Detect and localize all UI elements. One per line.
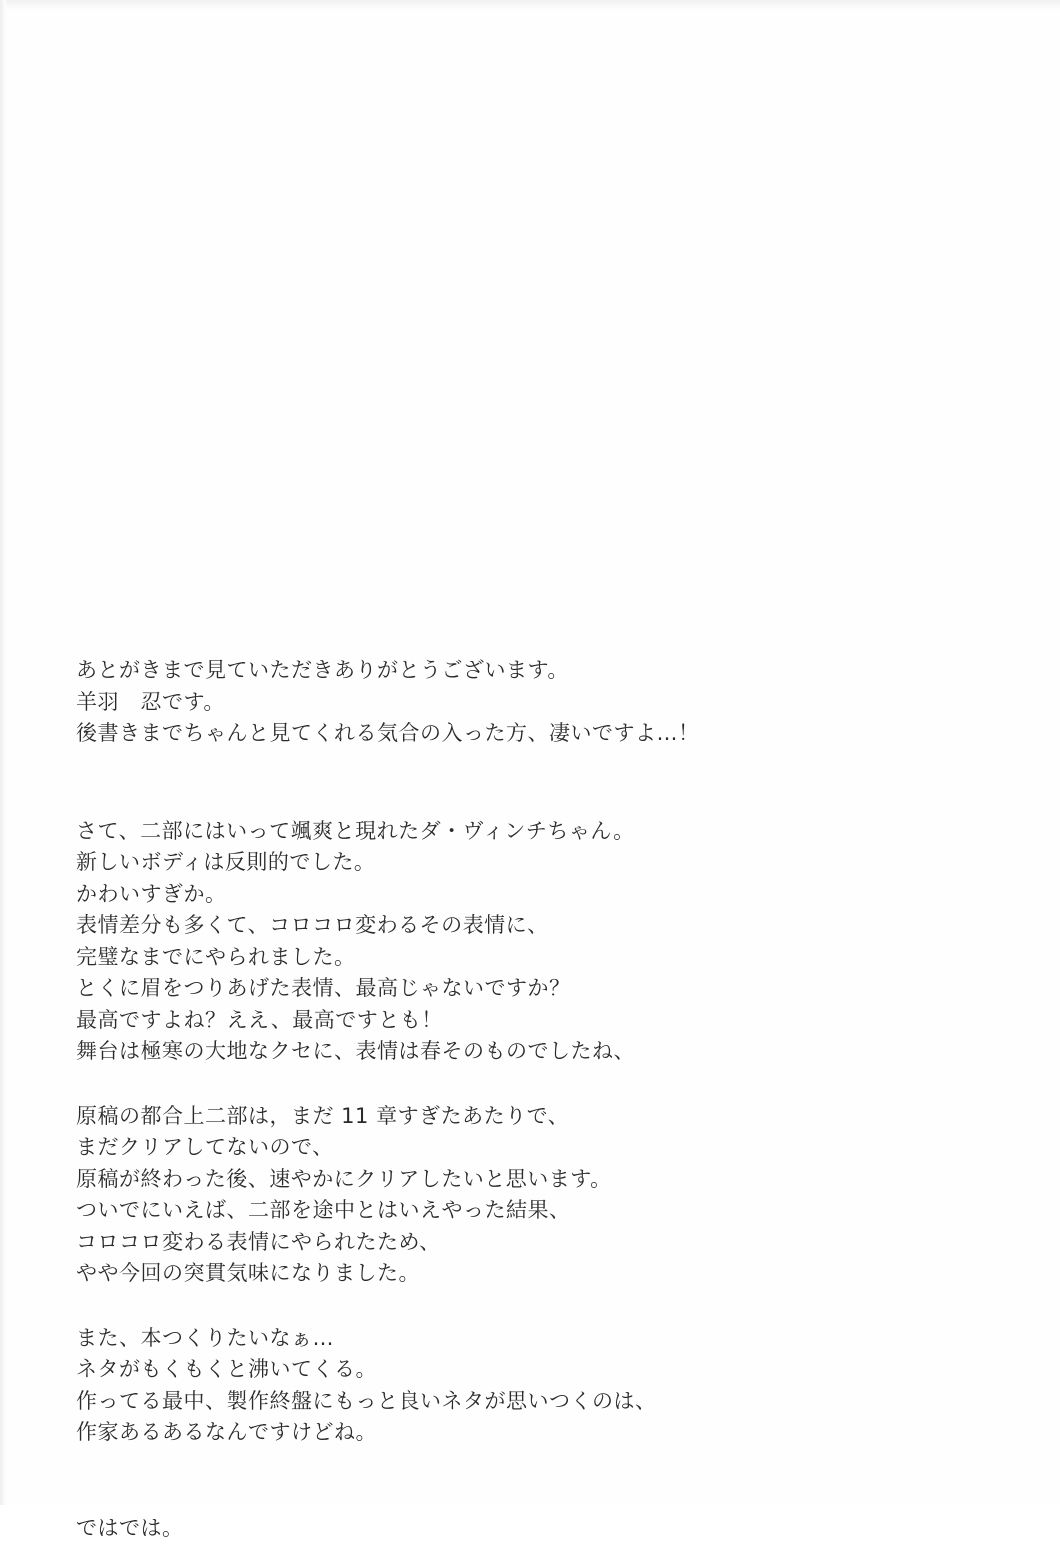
paragraph-closing — [76, 1513, 1016, 1544]
text-line: やや今回の突貫気味になりました。 — [76, 1258, 1016, 1290]
text-line: 原稿の都合上二部は，まだ 11 章すぎたあたりで、 — [76, 1101, 1016, 1133]
text-line: 新しいボディは反則的でした。 — [76, 847, 1016, 879]
paragraph-manuscript — [76, 1101, 1016, 1290]
text-line: また、本つくりたいなぁ… — [76, 1323, 1016, 1355]
closing-line: ではでは。 — [76, 1513, 1016, 1544]
text-line: さて、二部にはいって颯爽と現れたダ・ヴィンチちゃん。 — [76, 816, 1016, 848]
text-line: 舞台は極寒の大地なクセに、表情は春そのものでしたね、 — [76, 1036, 1016, 1068]
text-line: 後書きまでちゃんと見てくれる気合の入った方、凄いですよ…！ — [76, 718, 1016, 750]
text-line: 表情差分も多くて、コロコロ変わるその表情に、 — [76, 910, 1016, 942]
text-line: ついでにいえば、二部を途中とはいえやった結果、 — [76, 1195, 1016, 1227]
text-line: 最高ですよね？ええ、最高ですとも！ — [76, 1005, 1016, 1037]
text-line: 原稿が終わった後、速やかにクリアしたいと思います。 — [76, 1164, 1016, 1196]
text-line: コロコロ変わる表情にやられたため、 — [76, 1227, 1016, 1259]
text-line: とくに眉をつりあげた表情、最高じゃないですか？ — [76, 973, 1016, 1005]
paragraph-ideas — [76, 1323, 1016, 1449]
scan-edge-left — [0, 0, 6, 1505]
paragraph-greeting — [76, 655, 1016, 750]
afterword-text — [76, 655, 1016, 1544]
paragraph-gap — [76, 750, 1016, 816]
text-line: 作ってる最中、製作終盤にもっと良いネタが思いつくのは、 — [76, 1386, 1016, 1418]
text-line: あとがきまで見ていただきありがとうございます。 — [76, 655, 1016, 687]
paragraph-gap — [76, 1068, 1016, 1101]
text-line: ネタがもくもくと沸いてくる。 — [76, 1354, 1016, 1386]
scan-edge-top — [0, 0, 1060, 10]
text-line: まだクリアしてないので、 — [76, 1132, 1016, 1164]
text-line: かわいすぎか。 — [76, 879, 1016, 911]
paragraph-davinci — [76, 816, 1016, 1068]
paragraph-gap — [76, 1290, 1016, 1323]
text-line: 完璧なまでにやられました。 — [76, 942, 1016, 974]
author-name-line: 羊羽 忍です。 — [76, 687, 1016, 719]
text-line: 作家あるあるなんですけどね。 — [76, 1417, 1016, 1449]
paragraph-gap — [76, 1449, 1016, 1513]
